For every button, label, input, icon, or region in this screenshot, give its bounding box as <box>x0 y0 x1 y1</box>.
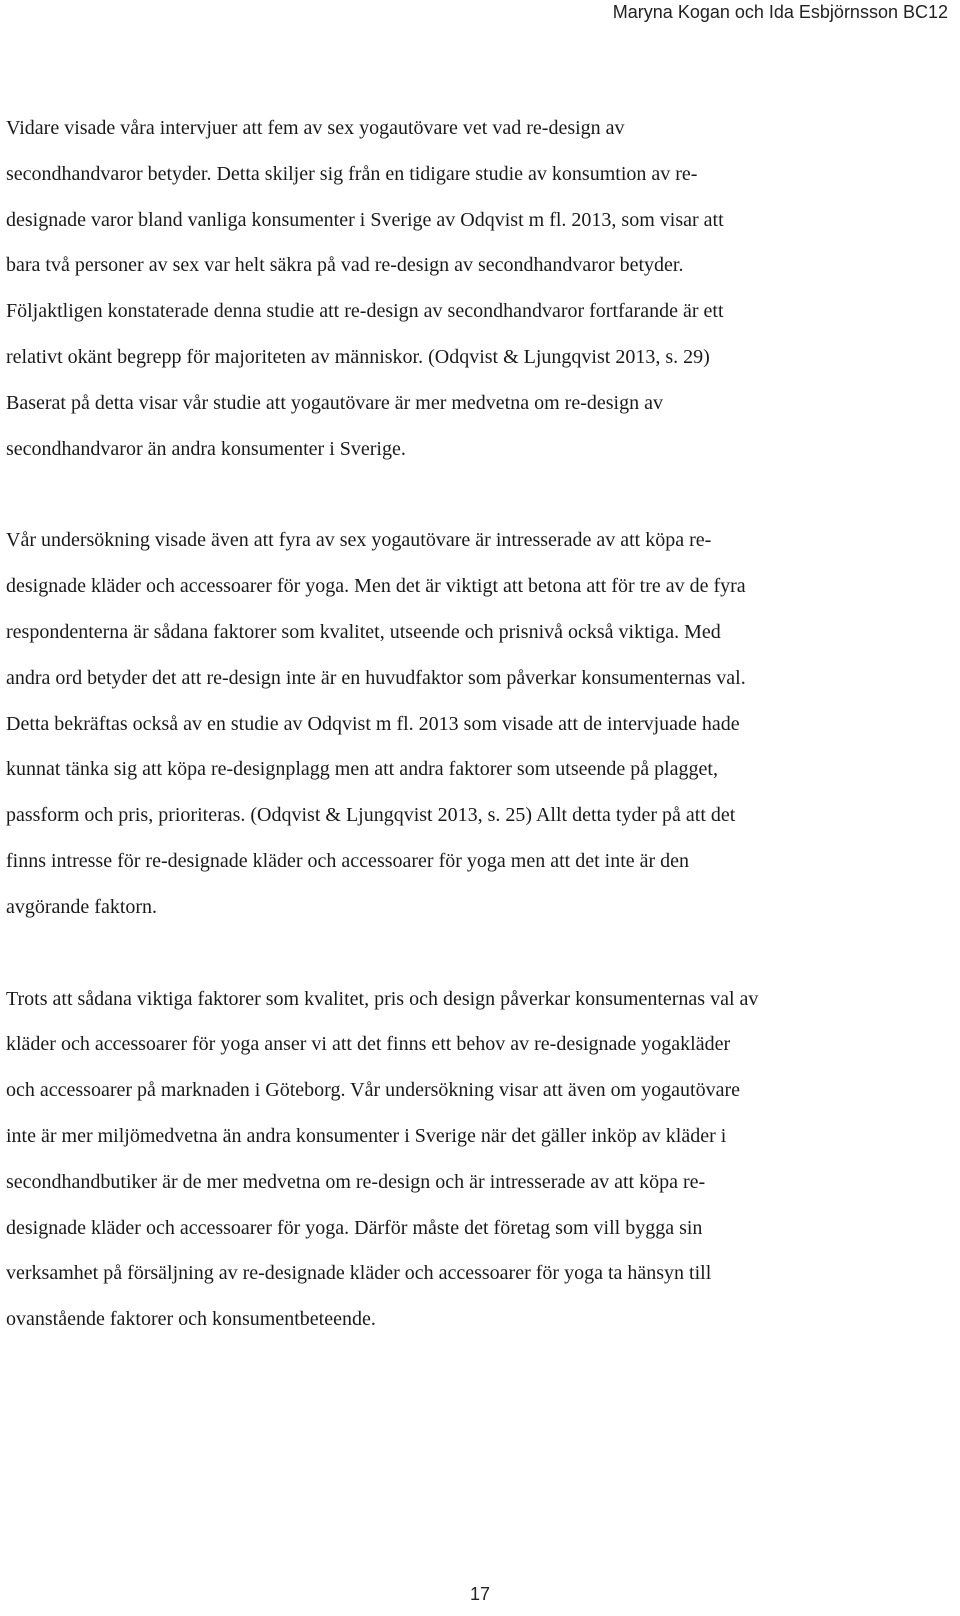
text-line: kunnat tänka sig att köpa re-designplagg men att andra faktorer som utseende på plagget, <box>6 758 718 781</box>
document-body <box>6 106 926 1389</box>
paragraph-1 <box>6 106 926 472</box>
text-line: bara två personer av sex var helt säkra på vad re-design av secondhandvaror betyder. <box>6 254 684 277</box>
text-line: avgörande faktorn. <box>6 895 158 918</box>
text-line: relativt okänt begrepp för majoriteten av människor. (Odqvist & Ljungqvist 2013, s. 29) <box>6 345 710 368</box>
text-line: och accessoarer på marknaden i Göteborg. Vår undersökning visar att även om yogautövare <box>6 1079 741 1102</box>
text-line: finns intresse för re-designade kläder och accessoarer för yoga men att det inte är den <box>6 849 690 872</box>
text-line: Baserat på detta visar vår studie att yogautövare är mer medvetna om re-design av <box>6 391 663 414</box>
text-line: designade varor bland vanliga konsumenter i Sverige av Odqvist m fl. 2013, som visar att <box>6 208 724 231</box>
text-line: verksamhet på försäljning av re-designade kläder och accessoarer för yoga ta hänsyn till <box>6 1262 712 1285</box>
text-line: Vidare visade våra intervjuer att fem av sex yogautövare vet vad re-design av <box>6 117 625 139</box>
text-line: ovanstående faktorer och konsumentbeteende. <box>6 1308 376 1331</box>
text-line: Följaktligen konstaterade denna studie att re-design av secondhandvaror fortfarande är ett <box>6 300 724 323</box>
text-line: designade kläder och accessoarer för yoga. Men det är viktigt att betona att för tre av de fyra <box>6 575 746 598</box>
text-line: Detta bekräftas också av en studie av Odqvist m fl. 2013 som visade att de intervjuade hade <box>6 712 740 735</box>
paragraph-2 <box>6 518 926 930</box>
text-line: andra ord betyder det att re-design inte är en huvudfaktor som påverkar konsumenternas val. <box>6 666 746 689</box>
text-line: kläder och accessoarer för yoga anser vi att det finns ett behov av re-designade yogakläder <box>6 1033 731 1056</box>
text-line: respondenterna är sådana faktorer som kvalitet, utseende och prisnivå också viktiga. Med <box>6 620 721 643</box>
paragraph-3 <box>6 977 926 1343</box>
text-line: passform och pris, prioriteras. (Odqvist & Ljungqvist 2013, s. 25) Allt detta tyder på att det <box>6 804 736 827</box>
text-line: secondhandvaror än andra konsumenter i Sverige. <box>6 437 406 460</box>
text-line: inte är mer miljömedvetna än andra konsumenter i Sverige när det gäller inköp av kläder i <box>6 1124 727 1147</box>
text-line: Vår undersökning visade även att fyra av sex yogautövare är intresserade av att köpa re- <box>6 529 712 552</box>
text-line: Trots att sådana viktiga faktorer som kvalitet, pris och design påverkar konsumenternas val av <box>6 987 759 1010</box>
page-number: 17 <box>469 1584 491 1604</box>
text-line: secondhandvaror betyder. Detta skiljer sig från en tidigare studie av konsumtion av re- <box>6 162 698 185</box>
text-line: secondhandbutiker är de mer medvetna om re-design och är intresserade av att köpa re- <box>6 1170 706 1193</box>
page-header: Maryna Kogan och Ida Esbjörnsson BC12 <box>612 2 948 22</box>
text-line: designade kläder och accessoarer för yoga. Därför måste det företag som vill bygga sin <box>6 1216 703 1239</box>
